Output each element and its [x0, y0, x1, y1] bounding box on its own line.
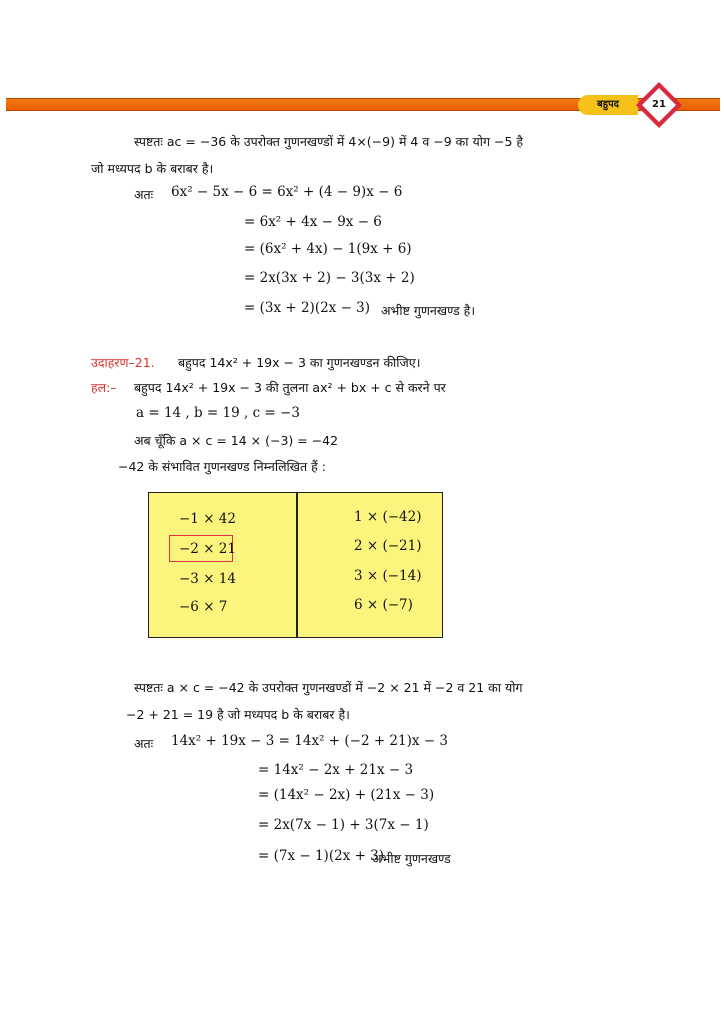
text-line: जो मध्यपद b के बराबर है।: [91, 161, 214, 176]
equation-line: = 2x(7x − 1) + 3(7x − 1): [258, 817, 429, 833]
table-cell: −2 × 21: [179, 541, 236, 557]
text-line: अतः: [134, 187, 154, 202]
example-label: उदाहरण–21.: [91, 355, 155, 370]
table-cell: 3 × (−14): [354, 568, 422, 584]
table-cell: 2 × (−21): [354, 538, 422, 554]
equation-line: 14x² + 19x − 3 = 14x² + (−2 + 21)x − 3: [171, 733, 448, 749]
page-number: 21: [652, 99, 666, 110]
table-cell: 1 × (−42): [354, 509, 422, 525]
equation-line: = (7x − 1)(2x + 3): [258, 848, 385, 864]
example-text: बहुपद 14x² + 19x − 3 का गुणनखण्डन कीजिए।: [178, 355, 421, 370]
solution-label: हल:–: [91, 380, 117, 395]
table-cell: −3 × 14: [179, 571, 236, 587]
equation-line: = 2x(3x + 2) − 3(3x + 2): [244, 270, 415, 286]
text-line: अब चूँकि a × c = 14 × (−3) = −42: [134, 433, 339, 448]
text-line: −42 के संभावित गुणनखण्ड निम्नलिखित हैं :: [118, 459, 326, 474]
table-divider: [296, 493, 298, 637]
equation-line: = (6x² + 4x) − 1(9x + 6): [244, 241, 412, 257]
equation-line: a = 14 , b = 19 , c = −3: [136, 405, 300, 421]
chapter-title: बहुपद: [578, 95, 638, 115]
text-line: स्पष्टतः a × c = −42 के उपरोक्त गुणनखण्डों में −2 × 21 में −2 व 21 का योग: [134, 680, 523, 695]
text-line: अभीष्ट गुणनखण्ड: [372, 851, 451, 866]
text-line: स्पष्टतः ac = −36 के उपरोक्त गुणनखण्डों में 4×(−9) में 4 व −9 का योग −5 है: [134, 134, 524, 149]
equation-line: = (14x² − 2x) + (21x − 3): [258, 787, 435, 803]
table-cell: 6 × (−7): [354, 597, 413, 613]
equation-line: 6x² − 5x − 6 = 6x² + (4 − 9)x − 6: [171, 184, 403, 200]
solution-text: बहुपद 14x² + 19x − 3 की तुलना ax² + bx + c से करने पर: [134, 380, 446, 395]
table-cell: −1 × 42: [179, 511, 236, 527]
equation-line: = 6x² + 4x − 9x − 6: [244, 214, 382, 230]
text-line: −2 + 21 = 19 है जो मध्यपद b के बराबर है।: [126, 707, 350, 722]
factor-table: [148, 492, 443, 638]
text-line: अभीष्ट गुणनखण्ड है।: [381, 303, 476, 318]
table-cell: −6 × 7: [179, 599, 228, 615]
equation-line: = (3x + 2)(2x − 3): [244, 300, 371, 316]
equation-line: = 14x² − 2x + 21x − 3: [258, 762, 414, 778]
text-line: अतः: [134, 736, 154, 751]
